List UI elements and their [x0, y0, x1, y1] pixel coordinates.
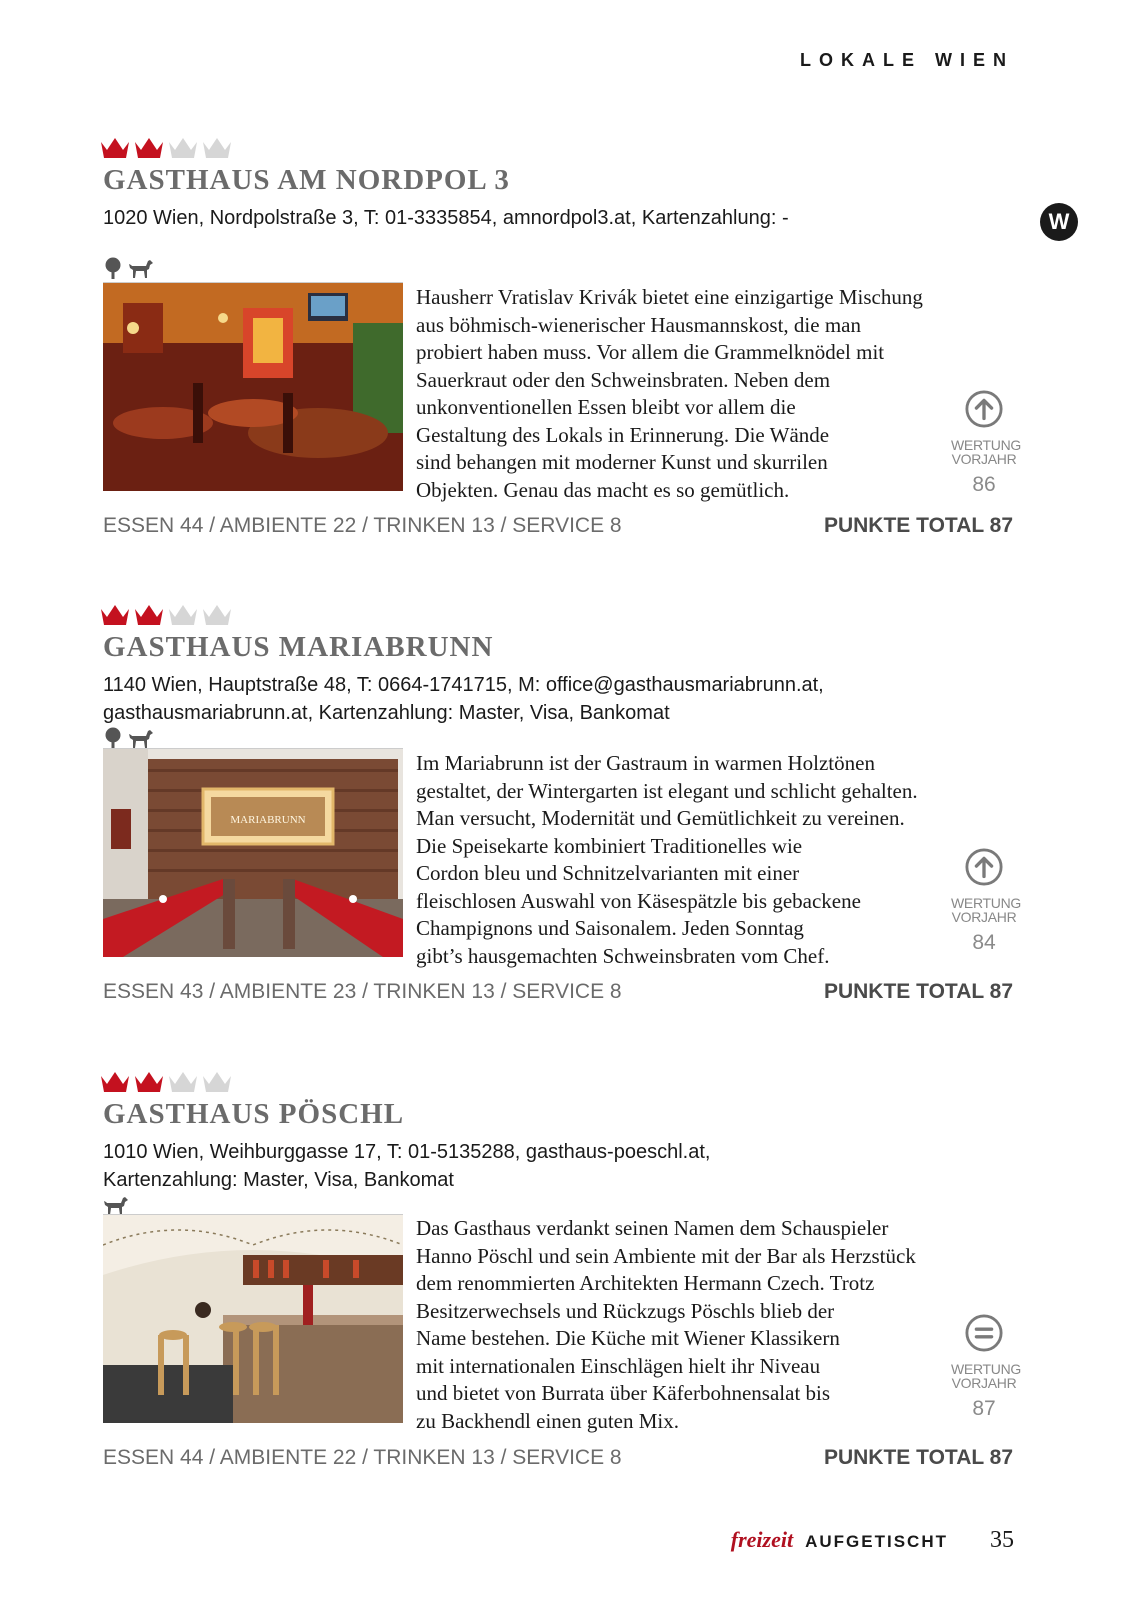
arrow-up-icon: [965, 390, 1003, 428]
crown-icon-filled: [98, 136, 132, 160]
restaurant-title: GASTHAUS PÖSCHL: [103, 1098, 405, 1130]
crown-rating: [98, 603, 234, 629]
restaurant-address: 1010 Wien, Weihburggasse 17, T: 01-5135288, gasthaus-poeschl.at, Kartenzahlung: Master, Visa, Bankomat: [103, 1141, 711, 1191]
restaurant-description: Hausherr Vratislav Krivák bietet eine einzigartige Mischung aus böhmisch-wienerischer Hausmannskost, die man probiert haben muss. Vor allem die Grammelknödel mit Sauerkraut oder den Schweinsbraten. Neben dem unkonventionellen Essen bleibt vor allem die Gestaltung des Lokals in Erinnerung. Die Wände sind behangen mit moderner Kunst und skurrilen Objekten. Genau das macht es so gemütlich.: [416, 285, 923, 502]
crown-icon-filled: [132, 603, 166, 627]
restaurant-address: 1140 Wien, Hauptstraße 48, T: 0664-1741715, M: office@gasthausmariabrunn.at, gasthausmariabrunn.at, Kartenzahlung: Master, Visa, Bankomat: [103, 674, 824, 724]
total-score: PUNKTE TOTAL 87: [823, 1446, 1013, 1469]
dog-icon: [103, 1194, 129, 1216]
sign-text: MARIABRUNN: [230, 814, 306, 826]
magazine-brand-logo: freizeit: [730, 1527, 794, 1552]
rating-label: WERTUNG: [951, 895, 1021, 911]
rating-label: WERTUNG: [951, 1361, 1021, 1377]
restaurant-photo: [103, 748, 403, 957]
crown-icon-empty: [166, 136, 200, 160]
crown-icon-empty: [166, 603, 200, 627]
previous-rating: [951, 848, 1021, 955]
crown-icon-empty: [200, 136, 234, 160]
previous-score: 84: [972, 931, 996, 954]
rating-label: VORJAHR: [951, 451, 1017, 467]
crown-icon-filled: [132, 136, 166, 160]
previous-score: 87: [972, 1397, 996, 1420]
total-score: PUNKTE TOTAL 87: [823, 514, 1013, 537]
feature-icons: [103, 727, 154, 749]
crown-icon-empty: [200, 1070, 234, 1094]
restaurant-description: Das Gasthaus verdankt seinen Namen dem Schauspieler Hanno Pöschl und sein Ambiente mit der Bar als Herzstück dem renommierten Architekten Hermann Czech. Trotz Besitzerwechsels und Rückzugs Pöschls blieb der Name bestehen. Die Küche mit Wiener Klassikern mit internationalen Einschlägen hielt ihr Niveau und bietet von Burrata über Käferbohnensalat bis zu Backhendl einen guten Mix.: [416, 1216, 916, 1433]
crown-icon-filled: [98, 603, 132, 627]
restaurant-entry-nordpol: [103, 136, 1033, 556]
tree-icon: [103, 727, 123, 749]
score-breakdown: ESSEN 44 / AMBIENTE 22 / TRINKEN 13 / SERVICE 8: [103, 1446, 622, 1469]
feature-icons: [103, 1194, 129, 1216]
rating-label: VORJAHR: [951, 909, 1017, 925]
equal-icon: [965, 1314, 1003, 1352]
feature-icons: [103, 257, 154, 279]
section-header: LOKALE WIEN: [800, 50, 1014, 70]
score-breakdown: ESSEN 43 / AMBIENTE 23 / TRINKEN 13 / SERVICE 8: [103, 980, 622, 1003]
previous-rating: [951, 390, 1021, 497]
restaurant-address: 1020 Wien, Nordpolstraße 3, T: 01-3335854, amnordpol3.at, Kartenzahlung: -: [103, 207, 789, 229]
crown-rating: [98, 136, 234, 162]
crown-rating: [98, 1070, 234, 1096]
page-number: 35: [990, 1527, 1014, 1553]
crown-icon-empty: [200, 603, 234, 627]
dog-icon: [128, 257, 154, 279]
previous-rating: [951, 1314, 1021, 1421]
crown-icon-empty: [166, 1070, 200, 1094]
score-breakdown: ESSEN 44 / AMBIENTE 22 / TRINKEN 13 / SERVICE 8: [103, 514, 622, 537]
magazine-title: AUFGETISCHT: [805, 1532, 948, 1551]
restaurant-description: Im Mariabrunn ist der Gastraum in warmen Holztönen gestaltet, der Wintergarten ist elegant und schlicht gehalten. Man versucht, Modernität und Gemütlichkeit zu vereinen. Die Speisekarte kombiniert Traditionelles wie Cordon bleu und Schnitzelvarianten mit einer fleischlosen Auswahl von Käsespätzle bis gebackene Champignons und Saisonalem. Jeden Sonntag gibt’s hausgemachten Schweinsbraten vom Chef.: [416, 751, 918, 968]
restaurant-title: GASTHAUS MARIABRUNN: [103, 631, 494, 663]
total-score: PUNKTE TOTAL 87: [823, 980, 1013, 1003]
dog-icon: [128, 727, 154, 749]
page-footer: [731, 1527, 1014, 1554]
restaurant-photo: [103, 282, 403, 491]
restaurant-entry-mariabrunn: [103, 603, 1033, 1023]
restaurant-photo: [103, 1214, 403, 1423]
restaurant-entry-poeschl: [103, 1070, 1033, 1490]
crown-icon-filled: [132, 1070, 166, 1094]
previous-score: 86: [972, 473, 996, 496]
restaurant-title: GASTHAUS AM NORDPOL 3: [103, 164, 510, 196]
tree-icon: [103, 257, 123, 279]
region-badge: W: [1040, 203, 1078, 241]
arrow-up-icon: [965, 848, 1003, 886]
rating-label: VORJAHR: [951, 1375, 1017, 1391]
rating-label: WERTUNG: [951, 437, 1021, 453]
crown-icon-filled: [98, 1070, 132, 1094]
